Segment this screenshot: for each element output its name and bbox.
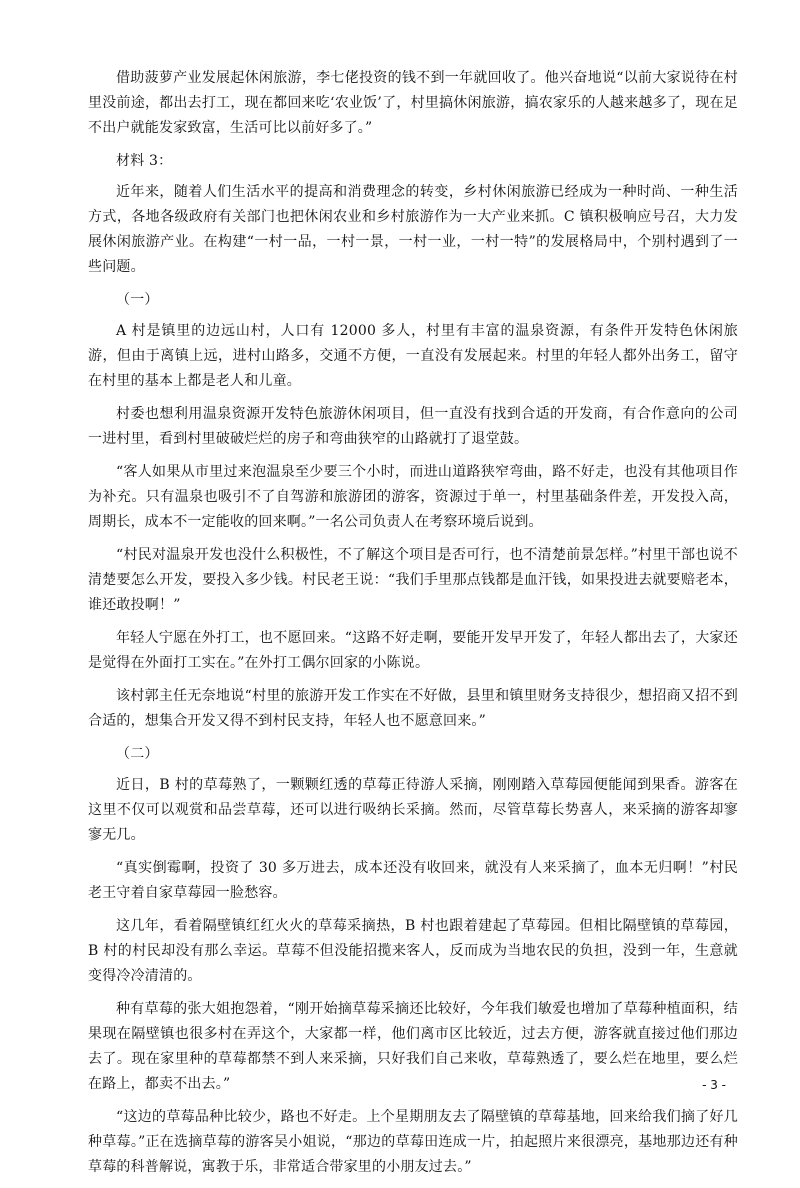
paragraph: 这几年，看着隔壁镇红红火火的草莓采摘热，B 村也跟着建起了草莓园。但相比隔壁镇的草莓园，B 村的村民却没有那么幸运。草莓不但没能招揽来客人，反而成为当地农民的负担，没到一年，生意就变得冷冷清清的。 [88, 918, 738, 984]
section-label: 材料 3： [116, 153, 173, 169]
paragraph: 种有草莓的张大姐抱怨着，“刚开始摘草莓采摘还比较好，今年我们敏爱也增加了草莓种植面积，结果现在隔壁镇也很多村在弄这个，大家都一样，他们离市区比较近，过去方便，游客就直接过他们那边去了。现在家里种的草莓都禁不到人来采摘，只好我们自己来收，草莓熟透了，要么烂在地里，要么烂在路上，都卖不出去。” [88, 1001, 738, 1092]
paragraph: 近年来，随着人们生活水平的提高和消费理念的转变，乡村休闲旅游已经成为一种时尚、一种生活方式，各地各级政府有关部门也把休闲农业和乡村旅游作为一大产业来抓。C 镇积极响应号召，大力发展休闲旅游产业。在构建“一村一品，一村一景，一村一业，一村一特”的发展格局中，个别村遇到了一些问题。 [88, 184, 738, 275]
document-body [88, 66, 738, 1188]
paragraph: 该村郭主任无奈地说“村里的旅游开发工作实在不好做，县里和镇里财务支持很少，想招商又招不到合适的，想集合开发又得不到村民支持，年轻人也不愿意回来。” [88, 688, 738, 729]
paragraph: “客人如果从市里过来泡温泉至少要三个小时，而进山道路狭窄弯曲，路不好走，也没有其他项目作为补充。只有温泉也吸引不了自驾游和旅游团的游客，资源过于单一，村里基础条件差，开发投入高，周期长，成本不一定能收的回来啊。”一名公司负责人在考察环境后说到。 [88, 464, 738, 530]
paragraph: A 村是镇里的边远山村，人口有 12000 多人，村里有丰富的温泉资源，有条件开发特色休闲旅游，但由于离镇上远，进村山路多，交通不方便，一直没有发展起来。村里的年轻人都外出务工，留守在村里的基本上都是老人和儿童。 [88, 323, 738, 389]
paragraph: “真实倒霉啊，投资了 30 多万进去，成本还没有收回来，就没有人来采摘了，血本无归啊！”村民老王守着自家草莓园一脸愁容。 [88, 860, 738, 901]
paragraph: 借助菠萝产业发展起休闲旅游，李七佬投资的钱不到一年就回收了。他兴奋地说“以前大家说待在村里没前途，都出去打工，现在都回来吃‘农业饭’了，村里搞休闲旅游，搞农家乐的人越来越多了，现在足不出户就能发家致富，生活可比以前好多了。” [88, 70, 738, 136]
paragraph: 近日，B 村的草莓熟了，一颗颗红透的草莓正待游人采摘，刚刚踏入草莓园便能闻到果香。游客在这里不仅可以观赏和品尝草莓，还可以进行吸纳长采摘。然而，尽管草莓长势喜人，来采摘的游客却寥寥无几。 [88, 777, 738, 843]
paragraph: “这边的草莓品种比较少，路也不好走。上个星期朋友去了隔壁镇的草莓基地，回来给我们摘了好几种草莓。”正在选摘草莓的游客吴小姐说，“那边的草莓田连成一片，拍起照片来很漂亮，基地那边还有种草莓的科普解说，寓教于乐，非常适合带家里的小朋友过去。” [88, 1109, 738, 1175]
page-number: - 3 - [702, 1078, 726, 1092]
paragraph: 村委也想利用温泉资源开发特色旅游休闲项目，但一直没有找到合适的开发商，有合作意向的公司一进村里，看到村里破破烂烂的房子和弯曲狭窄的山路就打了退堂鼓。 [88, 406, 738, 447]
paragraph: 年轻人宁愿在外打工，也不愿回来。“这路不好走啊，要能开发早开发了，年轻人都出去了，大家还是觉得在外面打工实在。”在外打工偶尔回家的小陈说。 [88, 630, 738, 671]
section-label: （一） [116, 292, 159, 308]
section-label: （二） [116, 746, 159, 762]
paragraph: “村民对温泉开发也没什么积极性，不了解这个项目是否可行，也不清楚前景怎样。”村里干部也说不清楚要怎么开发，要投入多少钱。村民老王说：“我们手里那点钱都是血汗钱，如果投进去就要赔老本，谁还敢投啊！” [88, 547, 738, 613]
